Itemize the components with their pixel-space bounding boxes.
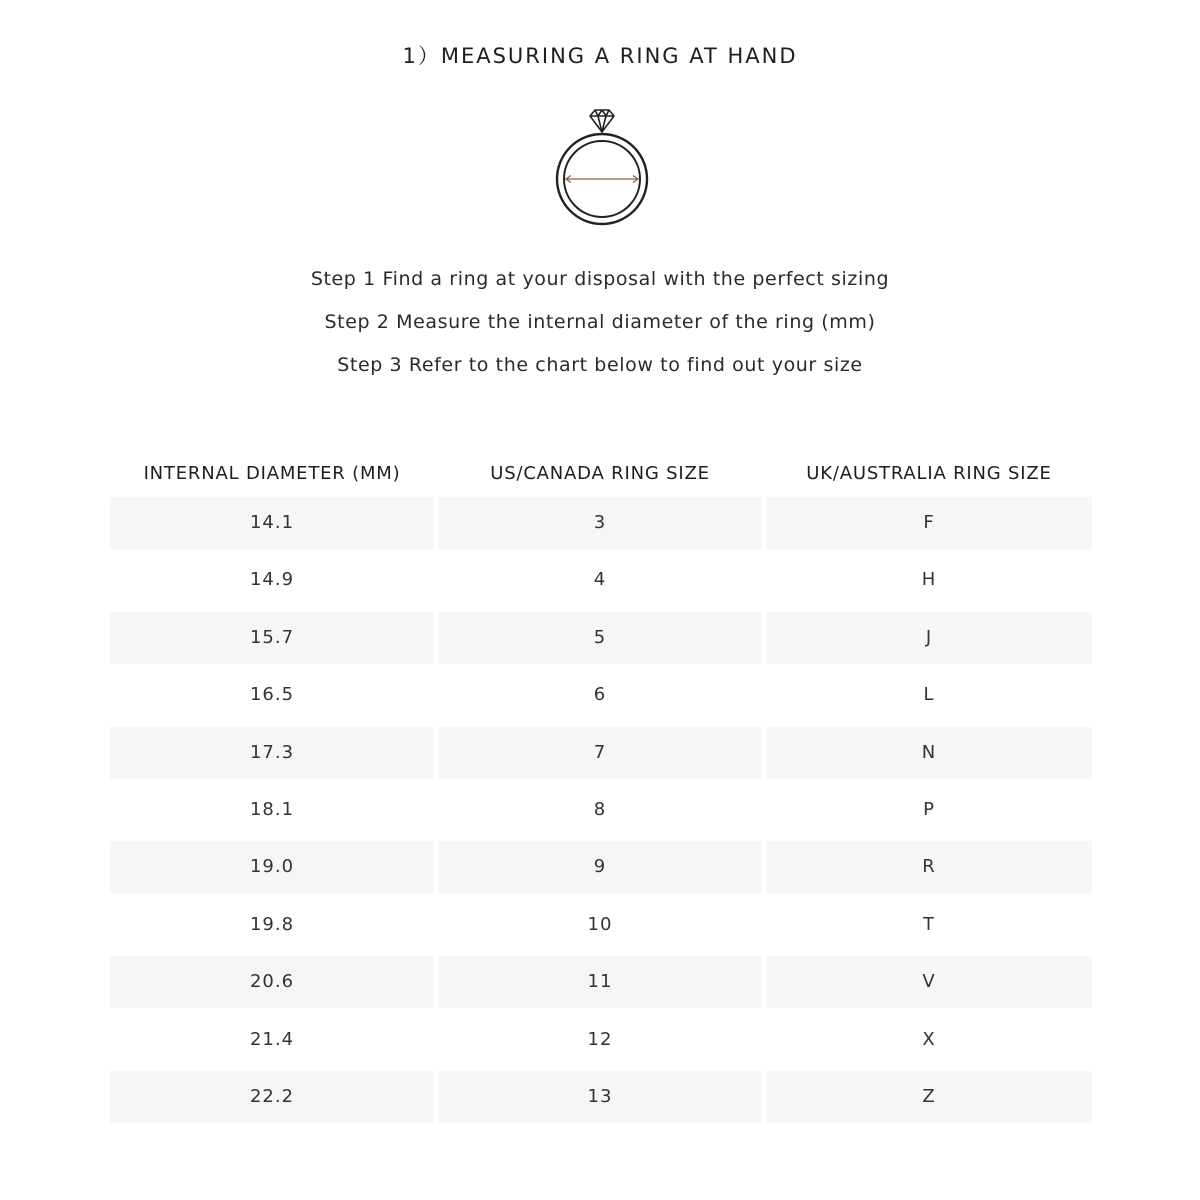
table-row bbox=[110, 838, 1092, 895]
cell-uk-australia-size: R bbox=[766, 841, 1092, 893]
cell-uk-australia-size: F bbox=[766, 497, 1092, 549]
cell-uk-australia-size: V bbox=[766, 956, 1092, 1008]
cell-uk-australia-size: L bbox=[923, 684, 935, 706]
cell-uk-australia-size: H bbox=[921, 569, 937, 591]
page-title: 1）MEASURING A RING AT HAND bbox=[402, 44, 798, 68]
table-row bbox=[110, 1068, 1092, 1125]
column-header-uk-australia: UK/AUSTRALIA RING SIZE bbox=[806, 462, 1052, 484]
column-header-us-canada: US/CANADA RING SIZE bbox=[490, 462, 710, 484]
table-row bbox=[110, 1011, 1092, 1068]
instructions bbox=[0, 264, 1200, 393]
cell-diameter: 14.9 bbox=[249, 569, 295, 591]
cell-uk-australia-size: P bbox=[923, 798, 935, 820]
table-row bbox=[110, 609, 1092, 666]
table-row bbox=[110, 953, 1092, 1010]
step-3: Step 3 Refer to the chart below to find out your size bbox=[337, 354, 863, 376]
cell-diameter: 14.1 bbox=[110, 497, 434, 549]
cell-diameter: 19.8 bbox=[249, 913, 295, 935]
table-row bbox=[110, 724, 1092, 781]
cell-diameter: 16.5 bbox=[249, 684, 295, 706]
step-2: Step 2 Measure the internal diameter of the ring (mm) bbox=[324, 311, 876, 333]
cell-us-canada-size: 10 bbox=[587, 913, 613, 935]
cell-us-canada-size: 9 bbox=[438, 841, 762, 893]
cell-uk-australia-size: J bbox=[766, 612, 1092, 664]
column-header-diameter: INTERNAL DIAMETER (MM) bbox=[143, 462, 401, 484]
cell-us-canada-size: 7 bbox=[438, 727, 762, 779]
ring-size-table bbox=[110, 452, 1092, 1125]
cell-diameter: 18.1 bbox=[249, 798, 295, 820]
table-row bbox=[110, 896, 1092, 953]
table-row bbox=[110, 551, 1092, 608]
cell-diameter: 19.0 bbox=[110, 841, 434, 893]
cell-uk-australia-size: N bbox=[766, 727, 1092, 779]
cell-diameter: 15.7 bbox=[110, 612, 434, 664]
table-row bbox=[110, 494, 1092, 551]
table-row bbox=[110, 781, 1092, 838]
cell-us-canada-size: 13 bbox=[438, 1071, 762, 1123]
cell-uk-australia-size: Z bbox=[766, 1071, 1092, 1123]
cell-us-canada-size: 5 bbox=[438, 612, 762, 664]
cell-uk-australia-size: X bbox=[922, 1028, 936, 1050]
cell-uk-australia-size: T bbox=[923, 913, 935, 935]
table-row bbox=[110, 666, 1092, 723]
cell-us-canada-size: 3 bbox=[438, 497, 762, 549]
table-body bbox=[110, 494, 1092, 1125]
cell-us-canada-size: 6 bbox=[593, 684, 607, 706]
cell-us-canada-size: 12 bbox=[587, 1028, 613, 1050]
table-header bbox=[110, 452, 1092, 494]
cell-us-canada-size: 11 bbox=[438, 956, 762, 1008]
ring-diameter-icon bbox=[552, 104, 652, 230]
cell-us-canada-size: 4 bbox=[593, 569, 607, 591]
cell-diameter: 20.6 bbox=[110, 956, 434, 1008]
cell-us-canada-size: 8 bbox=[593, 798, 607, 820]
step-1: Step 1 Find a ring at your disposal with the perfect sizing bbox=[310, 268, 890, 290]
cell-diameter: 22.2 bbox=[110, 1071, 434, 1123]
cell-diameter: 17.3 bbox=[110, 727, 434, 779]
cell-diameter: 21.4 bbox=[249, 1028, 295, 1050]
